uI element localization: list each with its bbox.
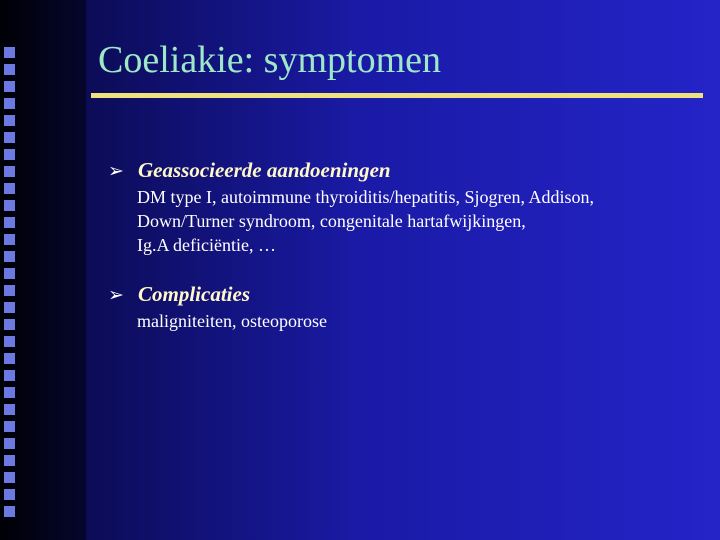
arrow-bullet-icon: ➢ [108,284,124,306]
bullet-item [108,158,594,257]
decorative-squares-column [4,47,20,517]
bullet-heading: Complicaties [138,282,250,306]
bullet-heading: Geassocieerde aandoeningen [138,158,391,182]
bullet-detail [137,185,594,257]
arrow-bullet-icon: ➢ [108,160,124,182]
detail-line: DM type I, autoimmune thyroiditis/hepatitis, Sjogren, Addison, [137,187,594,207]
title-underline [91,93,703,98]
detail-line: Down/Turner syndroom, congenitale hartafwijkingen, [137,211,526,231]
detail-line: maligniteiten, osteoporose [137,311,327,331]
detail-line: Ig.A deficiëntie, … [137,235,276,255]
bullet-item [108,282,327,333]
slide-title: Coeliakie: symptomen [98,39,442,81]
bullet-detail [137,309,327,333]
